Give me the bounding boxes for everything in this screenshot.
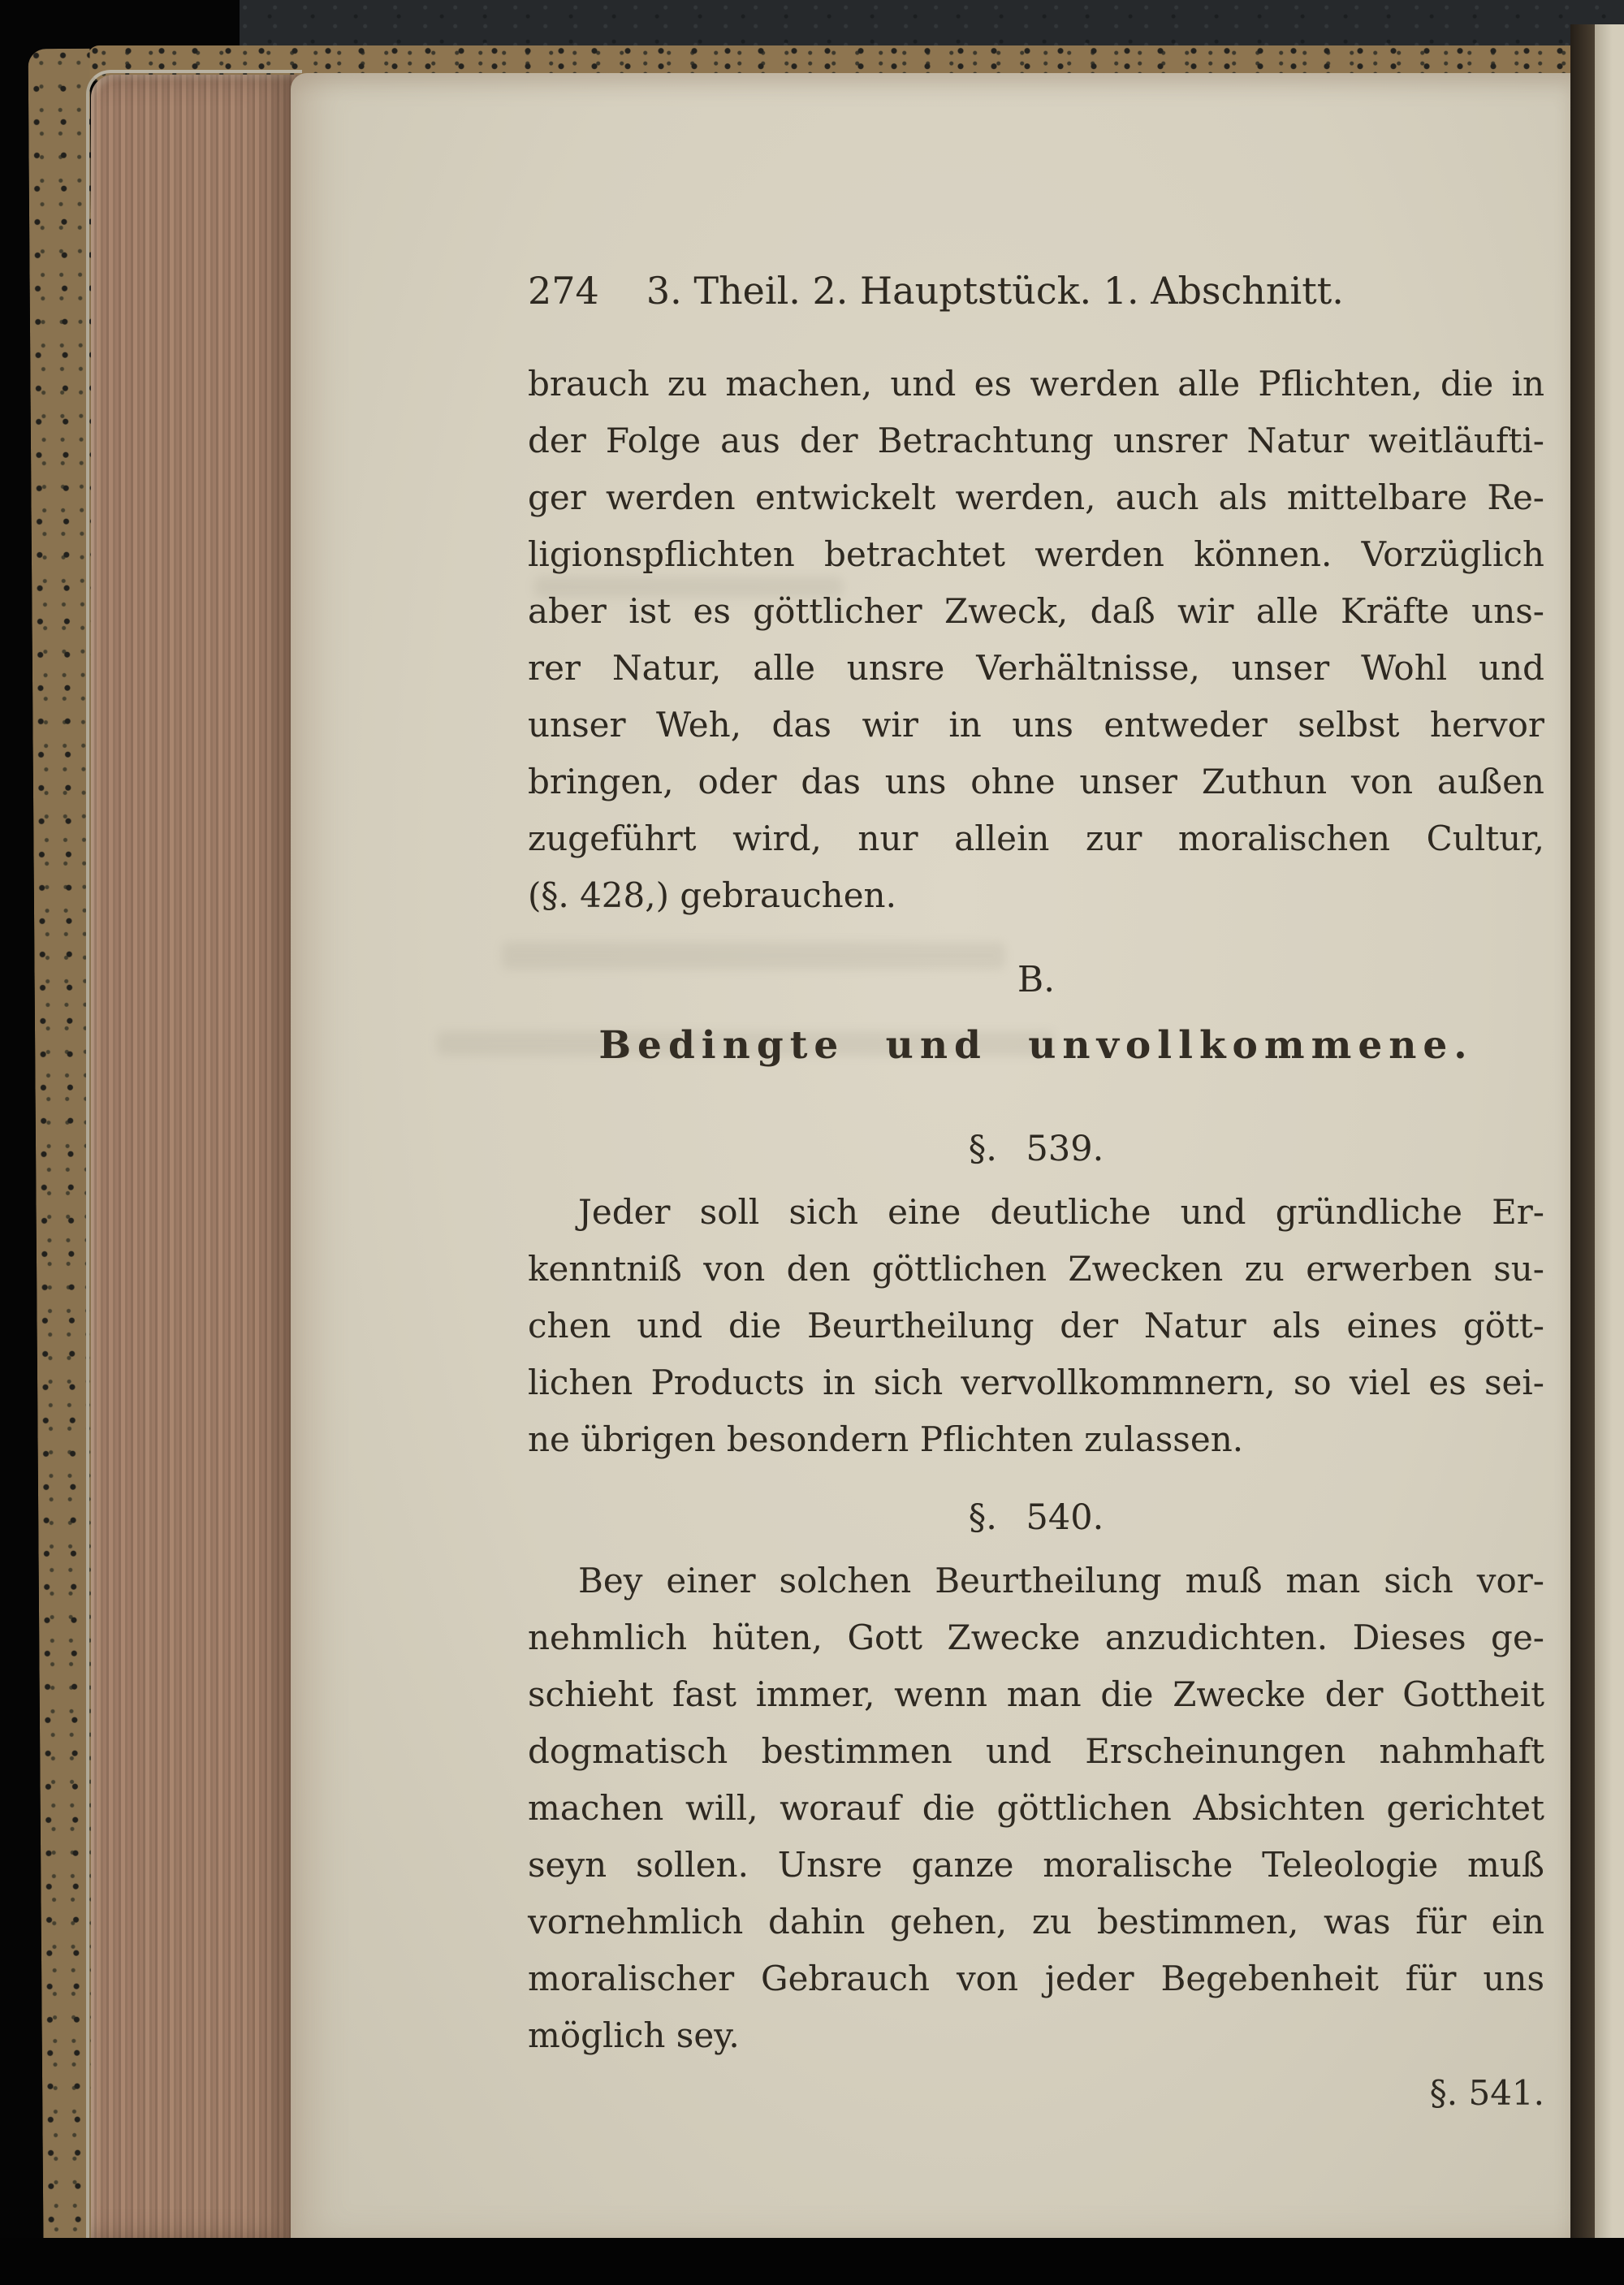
section-label: B. [1017, 959, 1056, 1000]
running-header [528, 265, 1544, 317]
paragraph-539-heading: §. 539. [968, 1129, 1104, 1169]
text-line: chen und die Beurtheilung der Natur als eines gött- [528, 1306, 1544, 1346]
paragraph-540 [528, 1553, 1544, 2064]
text-line: Bey einer solchen Beurtheilung muß man sich vor- [578, 1561, 1544, 1600]
text-line: schieht fast immer, wenn man die Zwecke der Gottheit [528, 1674, 1544, 1714]
text-line: ger werden entwickelt werden, auch als mittelbare Re- [528, 477, 1544, 517]
text-line: unser Weh, das wir in uns entweder selbst hervor [528, 705, 1544, 745]
scanner-background-strip [240, 0, 1624, 52]
text-line: bringen, oder das uns ohne unser Zuthun von außen [528, 762, 1544, 801]
text-line: aber ist es göttlicher Zweck, daß wir alle Kräfte uns- [528, 591, 1544, 631]
text-line: ne übrigen besondern Pflichten zulassen. [528, 1419, 1244, 1459]
paragraph-539 [528, 1184, 1544, 1468]
page-block-fore-edge [91, 75, 299, 2240]
text-line: zugeführt wird, nur allein zur moralischen Cultur, [528, 819, 1544, 858]
paragraph-continued [528, 356, 1544, 924]
text-line: möglich sey. [528, 2015, 740, 2055]
book-gutter-shadow [1570, 24, 1595, 2240]
text-line: brauch zu machen, und es werden alle Pflichten, die in [528, 364, 1544, 404]
next-page-edge [1595, 24, 1624, 2240]
text-line: rer Natur, alle unsre Verhältnisse, unser Wohl und [528, 648, 1544, 688]
section-heading: Bedingte und unvollkommene. [598, 1023, 1474, 1068]
text-line: der Folge aus der Betrachtung unsrer Natur weitläufti- [528, 421, 1544, 460]
page-number: 274 [528, 269, 599, 313]
text-line: (§. 428,) gebrauchen. [528, 875, 896, 915]
text-line: lichen Products in sich vervollkommnern, so viel es sei- [528, 1363, 1544, 1402]
catchword: §. 541. [1429, 2073, 1544, 2113]
text-line: nehmlich hüten, Gott Zwecke anzudichten. Dieses ge- [528, 1618, 1544, 1657]
text-line: dogmatisch bestimmen und Erscheinungen nahmhaft [528, 1731, 1544, 1771]
text-line: vornehmlich dahin gehen, zu bestimmen, was für ein [528, 1902, 1544, 1942]
paragraph-540-heading: §. 540. [968, 1497, 1104, 1538]
text-line: kenntniß von den göttlichen Zwecken zu erwerben su- [528, 1249, 1544, 1289]
text-line: moralischer Gebrauch von jeder Begebenheit für uns [528, 1959, 1544, 1998]
text-line: seyn sollen. Unsre ganze moralische Teleologie muß [528, 1845, 1544, 1885]
scanner-background-bottom [0, 2238, 1624, 2285]
running-title: 3. Theil. 2. Hauptstück. 1. Abschnitt. [646, 269, 1344, 313]
text-line: machen will, worauf die göttlichen Absichten gerichtet [528, 1788, 1544, 1828]
text-line: ligionspflichten betrachtet werden können. Vorzüglich [528, 534, 1544, 574]
text-line: Jeder soll sich eine deutliche und gründliche Er- [578, 1192, 1544, 1232]
